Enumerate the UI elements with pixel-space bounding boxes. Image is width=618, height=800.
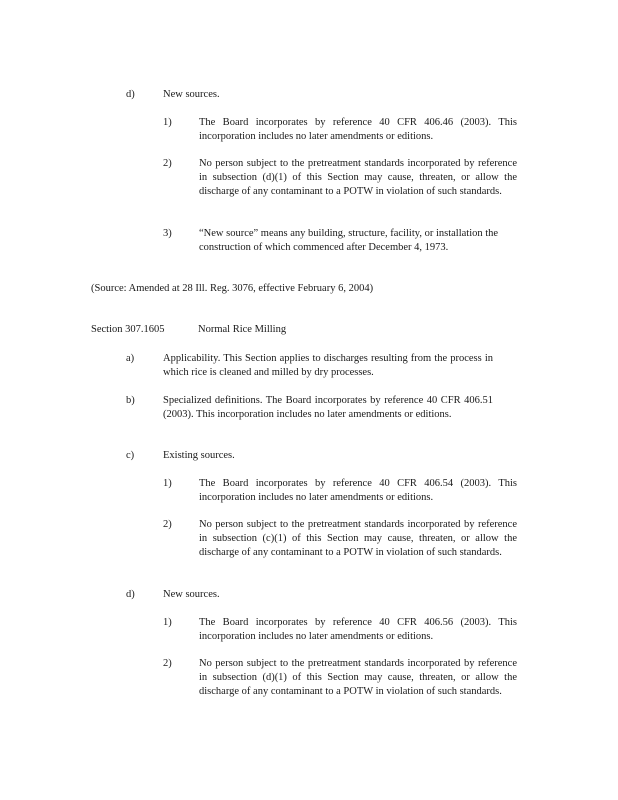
subsection-label: d) bbox=[126, 89, 135, 100]
item-text: No person subject to the pretreatment standards incorporated by reference in subsection (c)(1) of this Section may cause, threaten, or allow the discharge of any contaminant to a POTW in violation of such standards. bbox=[199, 519, 517, 558]
subsection-text: Applicability. This Section applies to discharges resulting from the process in which rice is cleaned and milled by dry processes. bbox=[163, 353, 493, 378]
item-text: The Board incorporates by reference 40 CFR 406.46 (2003). This incorporation includes no later amendments or editions. bbox=[199, 117, 517, 142]
subsection-title: New sources. bbox=[163, 89, 220, 100]
subsection-label: b) bbox=[126, 395, 135, 406]
item-label: 1) bbox=[163, 117, 172, 128]
item-text: No person subject to the pretreatment standards incorporated by reference in subsection (d)(1) of this Section may cause, threaten, or allow the discharge of any contaminant to a POTW in violation of such standards. bbox=[199, 158, 517, 197]
item-text: The Board incorporates by reference 40 CFR 406.56 (2003). This incorporation includes no later amendments or editions. bbox=[199, 617, 517, 642]
subsection-title: New sources. bbox=[163, 589, 220, 600]
item-label: 2) bbox=[163, 158, 172, 169]
subsection-title: Existing sources. bbox=[163, 450, 235, 461]
item-text: No person subject to the pretreatment standards incorporated by reference in subsection (d)(1) of this Section may cause, threaten, or allow the discharge of any contaminant to a POTW in violation of such standards. bbox=[199, 658, 517, 697]
item-label: 2) bbox=[163, 658, 172, 669]
item-label: 1) bbox=[163, 478, 172, 489]
section-title: Normal Rice Milling bbox=[198, 324, 287, 335]
item-text: The Board incorporates by reference 40 CFR 406.54 (2003). This incorporation includes no later amendments or editions. bbox=[199, 478, 517, 503]
item-label: 1) bbox=[163, 617, 172, 628]
subsection-text: Specialized definitions. The Board incorporates by reference 40 CFR 406.51 (2003). This incorporation includes no later amendments or editions. bbox=[163, 395, 493, 420]
source-note: (Source: Amended at 28 Ill. Reg. 3076, effective February 6, 2004) bbox=[91, 283, 374, 294]
subsection-label: d) bbox=[126, 589, 135, 600]
subsection-label: c) bbox=[126, 450, 135, 461]
item-text: “New source” means any building, structure, facility, or installation the construction of which commenced after December 4, 1973. bbox=[199, 228, 499, 253]
item-label: 3) bbox=[163, 228, 172, 239]
section-number: Section 307.1605 bbox=[91, 324, 165, 335]
subsection-label: a) bbox=[126, 353, 135, 364]
item-label: 2) bbox=[163, 519, 172, 530]
